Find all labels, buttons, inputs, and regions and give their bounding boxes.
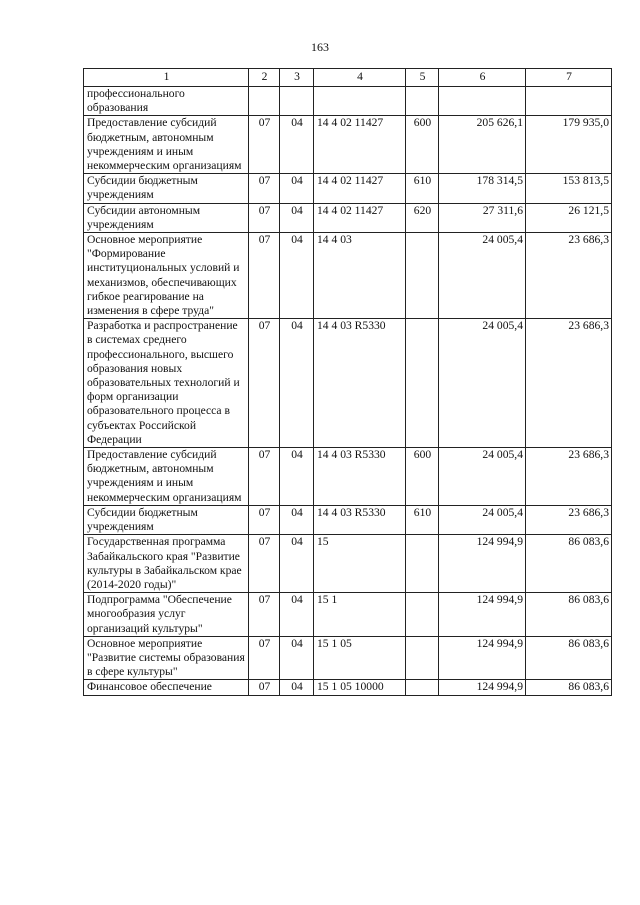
row-type	[406, 535, 439, 593]
row-subsection: 04	[280, 116, 314, 174]
row-code: 15 1	[314, 593, 406, 637]
row-code: 15 1 05	[314, 636, 406, 680]
row-amount-2: 23 686,3	[526, 448, 612, 506]
row-code: 14 4 03 R5330	[314, 448, 406, 506]
column-header: 6	[439, 69, 526, 87]
row-subsection	[280, 87, 314, 116]
row-amount-2	[526, 87, 612, 116]
row-code: 14 4 03 R5330	[314, 505, 406, 534]
row-subsection: 04	[280, 636, 314, 680]
row-type	[406, 636, 439, 680]
row-amount-1: 24 005,4	[439, 319, 526, 448]
row-amount-1: 124 994,9	[439, 636, 526, 680]
row-section: 07	[249, 203, 280, 232]
row-amount-2: 153 813,5	[526, 174, 612, 203]
row-subsection: 04	[280, 593, 314, 637]
row-name: Субсидии автономным учреждениям	[84, 203, 249, 232]
row-amount-1: 124 994,9	[439, 680, 526, 695]
column-header: 5	[406, 69, 439, 87]
row-section: 07	[249, 233, 280, 319]
row-amount-2: 26 121,5	[526, 203, 612, 232]
row-amount-2: 86 083,6	[526, 535, 612, 593]
row-section: 07	[249, 174, 280, 203]
row-section	[249, 87, 280, 116]
row-code: 15 1 05 10000	[314, 680, 406, 695]
row-amount-2: 23 686,3	[526, 505, 612, 534]
row-type: 600	[406, 448, 439, 506]
table-row	[84, 505, 612, 534]
row-amount-1: 24 005,4	[439, 233, 526, 319]
table-row	[84, 636, 612, 680]
table-row	[84, 448, 612, 506]
row-name: Государственная программа Забайкальского края "Развитие культуры в Забайкальском крае (2014-2020 годы)"	[84, 535, 249, 593]
row-subsection: 04	[280, 535, 314, 593]
table-row	[84, 203, 612, 232]
row-name: Подпрограмма "Обеспечение многообразия услуг организаций культуры"	[84, 593, 249, 637]
row-section: 07	[249, 636, 280, 680]
row-amount-1: 205 626,1	[439, 116, 526, 174]
table-header-row	[84, 69, 612, 87]
row-code	[314, 87, 406, 116]
column-header: 2	[249, 69, 280, 87]
row-amount-1: 27 311,6	[439, 203, 526, 232]
row-subsection: 04	[280, 174, 314, 203]
row-amount-2: 23 686,3	[526, 319, 612, 448]
column-header: 3	[280, 69, 314, 87]
row-name: Субсидии бюджетным учреждениям	[84, 174, 249, 203]
row-amount-1: 24 005,4	[439, 505, 526, 534]
row-type: 600	[406, 116, 439, 174]
table-row	[84, 233, 612, 319]
row-type: 610	[406, 174, 439, 203]
page-number: 163	[311, 40, 329, 54]
row-code: 14 4 03	[314, 233, 406, 319]
row-code: 14 4 02 11427	[314, 116, 406, 174]
row-name: Субсидии бюджетным учреждениям	[84, 505, 249, 534]
column-header: 7	[526, 69, 612, 87]
row-subsection: 04	[280, 319, 314, 448]
row-type	[406, 593, 439, 637]
row-type	[406, 233, 439, 319]
row-subsection: 04	[280, 233, 314, 319]
row-amount-1: 178 314,5	[439, 174, 526, 203]
table-row	[84, 680, 612, 695]
row-type	[406, 319, 439, 448]
row-name: Предоставление субсидий бюджетным, автономным учреждениям и иным некоммерческим организациям	[84, 448, 249, 506]
table-row	[84, 116, 612, 174]
row-section: 07	[249, 448, 280, 506]
row-subsection: 04	[280, 203, 314, 232]
row-code: 14 4 02 11427	[314, 203, 406, 232]
row-amount-1: 24 005,4	[439, 448, 526, 506]
row-name: Основное мероприятие "Развитие системы образования в сфере культуры"	[84, 636, 249, 680]
row-amount-2: 86 083,6	[526, 680, 612, 695]
table-row	[84, 319, 612, 448]
row-code: 15	[314, 535, 406, 593]
row-code: 14 4 02 11427	[314, 174, 406, 203]
row-name: Финансовое обеспечение	[84, 680, 249, 695]
row-type: 610	[406, 505, 439, 534]
row-name: Разработка и распространение в системах среднего профессионального, высшего образования новых образовательных технологий и форм организации образовательного процесса в субъектах Российской Федерации	[84, 319, 249, 448]
row-subsection: 04	[280, 448, 314, 506]
row-type	[406, 680, 439, 695]
row-section: 07	[249, 593, 280, 637]
column-header: 4	[314, 69, 406, 87]
row-amount-1: 124 994,9	[439, 535, 526, 593]
row-section: 07	[249, 505, 280, 534]
row-amount-2: 179 935,0	[526, 116, 612, 174]
budget-table	[83, 68, 612, 696]
row-section: 07	[249, 680, 280, 695]
column-header: 1	[84, 69, 249, 87]
row-code: 14 4 03 R5330	[314, 319, 406, 448]
table-row	[84, 535, 612, 593]
row-type: 620	[406, 203, 439, 232]
table-row	[84, 593, 612, 637]
row-amount-1	[439, 87, 526, 116]
table-row	[84, 174, 612, 203]
row-section: 07	[249, 319, 280, 448]
row-subsection: 04	[280, 680, 314, 695]
row-amount-2: 23 686,3	[526, 233, 612, 319]
row-type	[406, 87, 439, 116]
row-section: 07	[249, 116, 280, 174]
row-name: Предоставление субсидий бюджетным, автономным учреждениям и иным некоммерческим организациям	[84, 116, 249, 174]
table-body	[84, 87, 612, 696]
row-name: профессионального образования	[84, 87, 249, 116]
row-amount-2: 86 083,6	[526, 593, 612, 637]
table-row	[84, 87, 612, 116]
row-subsection: 04	[280, 505, 314, 534]
row-amount-2: 86 083,6	[526, 636, 612, 680]
row-section: 07	[249, 535, 280, 593]
row-name: Основное мероприятие "Формирование институциональных условий и механизмов, обеспечивающих гибкое реагирование на изменения в сфере труда"	[84, 233, 249, 319]
row-amount-1: 124 994,9	[439, 593, 526, 637]
